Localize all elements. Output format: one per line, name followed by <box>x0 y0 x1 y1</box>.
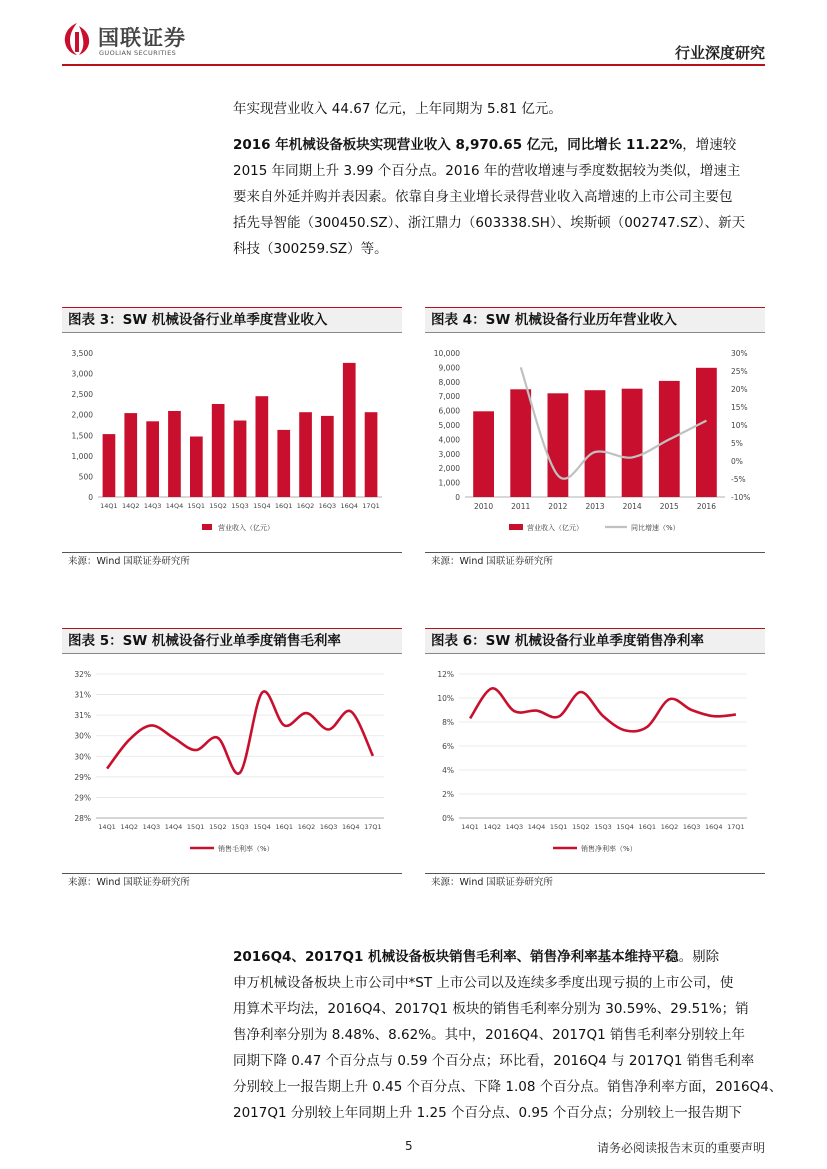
x-tick-label: 15Q4 <box>616 823 634 831</box>
legend-label: 销售净利率（%） <box>581 845 637 853</box>
y2-tick-label: 30% <box>731 349 748 358</box>
y-tick-label: 1,000 <box>71 451 93 461</box>
y-tick-label: 500 <box>78 472 93 482</box>
x-tick-label: 17Q1 <box>727 823 745 831</box>
bar <box>696 368 717 497</box>
y-tick-label: 28% <box>74 814 91 823</box>
y-tick-label: 29% <box>74 793 91 803</box>
logo-mark-icon <box>62 22 92 56</box>
text-line <box>233 944 765 970</box>
x-tick-label: 16Q1 <box>275 823 294 831</box>
logo-name: 国联证券 <box>98 26 186 50</box>
text-line: 同期下降 0.47 个百分点与 0.59 个百分点；环比看，2016Q4 与 2017Q1 销售毛利率 <box>233 1053 755 1069</box>
bar <box>234 421 247 498</box>
bar <box>124 413 137 497</box>
text-line: 2017Q1 分别较上年同期上升 1.25 个百分点、0.95 个百分点；分别较上一报告期下 <box>233 1105 742 1121</box>
logo-english-name: GUOLIAN SECURITIES <box>99 49 177 57</box>
page-number: 5 <box>405 1139 413 1153</box>
y2-tick-label: -10% <box>731 493 751 502</box>
text-line: 科技（300259.SZ）等。 <box>233 241 388 257</box>
bar <box>343 363 356 497</box>
annual-revenue-chart <box>425 337 765 555</box>
x-tick-label: 16Q4 <box>340 502 358 510</box>
y-tick-label: 0 <box>88 493 93 502</box>
x-tick-label: 2013 <box>585 502 605 511</box>
text-line: 用算术平均法，2016Q4、2017Q1 板块的销售毛利率分别为 30.59%、29.51%；销 <box>233 1001 749 1017</box>
y-tick-label: 0% <box>442 814 454 823</box>
x-tick-label: 14Q3 <box>143 502 162 510</box>
margin-paragraph <box>233 944 783 1126</box>
x-tick-label: 15Q2 <box>209 502 227 510</box>
x-tick-label: 14Q1 <box>461 823 479 831</box>
net-margin-chart <box>425 658 765 876</box>
y-tick-label: 2% <box>442 790 454 799</box>
x-tick-label: 2012 <box>548 502 568 511</box>
y-tick-label: 2,000 <box>438 464 460 474</box>
bar <box>146 421 159 497</box>
x-tick-label: 15Q3 <box>594 823 612 831</box>
x-tick-label: 16Q2 <box>660 823 679 831</box>
header-divider <box>62 64 765 66</box>
x-tick-label: 14Q2 <box>483 823 501 831</box>
y2-tick-label: 10% <box>731 421 748 430</box>
y-tick-label: 3,500 <box>71 349 93 358</box>
y2-tick-label: 15% <box>731 403 748 412</box>
figure-title: 图表 5：SW 机械设备行业单季度销售毛利率 <box>62 628 402 654</box>
x-tick-label: 14Q1 <box>98 823 116 831</box>
x-tick-label: 14Q1 <box>100 502 118 510</box>
bar <box>256 396 269 497</box>
bar <box>168 411 181 497</box>
legend-swatch <box>202 524 212 530</box>
legend-label: 营业收入（亿元） <box>527 524 583 532</box>
text-line: 2015 年同期上升 3.99 个百分点。2016 年的营收增速与季度数据较为类似，增速主 <box>233 163 741 179</box>
bar <box>473 411 494 497</box>
x-tick-label: 16Q4 <box>705 823 723 831</box>
y-tick-label: 4% <box>442 766 454 775</box>
y-tick-label: 5,000 <box>438 421 460 430</box>
x-tick-label: 15Q2 <box>572 823 590 831</box>
x-tick-label: 2011 <box>511 502 531 511</box>
y2-tick-label: 25% <box>731 367 748 376</box>
y2-tick-label: 20% <box>731 385 748 394</box>
text-line: 售净利率分别为 8.48%、8.62%。其中，2016Q4、2017Q1 销售毛利率分别较上年 <box>233 1027 745 1043</box>
y-tick-label: 1,500 <box>71 431 93 441</box>
x-tick-label: 15Q1 <box>549 823 568 831</box>
legend-swatch <box>509 524 523 530</box>
figure-title: 图表 4：SW 机械设备行业历年营业收入 <box>425 307 765 333</box>
y2-tick-label: 5% <box>731 439 743 448</box>
x-tick-label: 16Q4 <box>342 823 360 831</box>
y-tick-label: 10,000 <box>433 349 460 358</box>
y-tick-label: 8% <box>442 718 454 727</box>
figure-6 <box>425 628 765 894</box>
revenue-paragraph <box>233 132 765 262</box>
y-tick-label: 2,000 <box>71 410 93 420</box>
y-tick-label: 30% <box>74 752 91 762</box>
text-line <box>233 132 765 158</box>
text-line: 申万机械设备板块上市公司中*ST 上市公司以及连续多季度出现亏损的上市公司，使 <box>233 975 734 991</box>
x-tick-label: 14Q2 <box>122 502 140 510</box>
series-line <box>107 691 373 773</box>
y-tick-label: 0 <box>455 493 460 502</box>
bar <box>585 390 606 497</box>
y-tick-label: 3,000 <box>438 449 460 459</box>
series-line <box>470 688 736 731</box>
quarterly-revenue-chart <box>62 337 402 555</box>
y-tick-label: 10% <box>437 694 454 703</box>
legend-label: 同比增速（%） <box>631 524 680 532</box>
text-fragment: ，增速较 <box>682 137 737 153</box>
x-tick-label: 17Q1 <box>362 502 380 510</box>
paragraph-lead: 2016Q4、2017Q1 机械设备板块销售毛利率、销售净利率基本维持平稳 <box>233 949 679 965</box>
company-logo <box>62 20 222 60</box>
y-tick-label: 6,000 <box>438 406 460 416</box>
figure-title: 图表 3：SW 机械设备行业单季度营业收入 <box>62 307 402 333</box>
figure-source: 来源：Wind 国联证券研究所 <box>425 873 765 892</box>
y-tick-label: 2,500 <box>71 390 93 400</box>
x-tick-label: 15Q1 <box>186 823 205 831</box>
figure-source: 来源：Wind 国联证券研究所 <box>62 552 402 571</box>
text-line: 要来自外延并购并表因素。依靠自身主业增长录得营业收入高增速的上市公司主要包 <box>233 189 733 205</box>
paragraph-lead: 2016 年机械设备板块实现营业收入 8,970.65 亿元，同比增长 11.22% <box>233 137 683 153</box>
y-tick-label: 1,000 <box>438 478 460 488</box>
x-tick-label: 16Q3 <box>682 823 701 831</box>
x-tick-label: 15Q2 <box>209 823 227 831</box>
document-type: 行业深度研究 <box>674 44 765 62</box>
y2-tick-label: 0% <box>731 457 743 466</box>
bar <box>510 389 531 497</box>
bar <box>212 404 225 497</box>
bar <box>299 412 312 497</box>
x-tick-label: 16Q1 <box>274 502 293 510</box>
x-tick-label: 14Q3 <box>505 823 524 831</box>
y-tick-label: 6% <box>442 742 454 751</box>
x-tick-label: 14Q4 <box>164 823 183 831</box>
x-tick-label: 17Q1 <box>364 823 382 831</box>
x-tick-label: 2010 <box>474 502 494 511</box>
figure-title: 图表 6：SW 机械设备行业单季度销售净利率 <box>425 628 765 654</box>
y-tick-label: 9,000 <box>438 363 460 373</box>
text-line: 括先导智能（300450.SZ）、浙江鼎力（603338.SH）、埃斯顿（002747.SZ）、新天 <box>233 215 746 231</box>
gross-margin-chart <box>62 658 402 876</box>
legend-label: 销售毛利率（%） <box>218 845 274 853</box>
x-tick-label: 14Q4 <box>165 502 184 510</box>
y-tick-label: 29% <box>74 772 91 782</box>
figure-3 <box>62 307 402 573</box>
bar <box>190 437 203 498</box>
page-header <box>0 0 827 66</box>
y-tick-label: 31% <box>74 690 91 700</box>
y-tick-label: 12% <box>437 670 454 679</box>
x-tick-label: 16Q2 <box>297 823 316 831</box>
x-tick-label: 15Q3 <box>231 502 249 510</box>
x-tick-label: 15Q1 <box>187 502 206 510</box>
y-tick-label: 32% <box>74 670 91 679</box>
figure-5 <box>62 628 402 894</box>
x-tick-label: 14Q2 <box>120 823 138 831</box>
y2-tick-label: -5% <box>731 475 746 484</box>
bar <box>622 389 643 497</box>
x-tick-label: 2014 <box>622 502 642 511</box>
x-tick-label: 15Q4 <box>253 502 271 510</box>
bar <box>321 416 334 497</box>
legend-label: 营业收入（亿元） <box>218 524 274 532</box>
intro-paragraph <box>233 96 765 122</box>
x-tick-label: 16Q1 <box>638 823 657 831</box>
y-tick-label: 3,000 <box>71 369 93 379</box>
x-tick-label: 14Q4 <box>527 823 546 831</box>
y-tick-label: 7,000 <box>438 392 460 402</box>
figure-source: 来源：Wind 国联证券研究所 <box>62 873 402 892</box>
y-tick-label: 31% <box>74 711 91 721</box>
x-tick-label: 2015 <box>659 502 679 511</box>
text-line: 年实现营业收入 44.67 亿元，上年同期为 5.81 亿元。 <box>233 101 562 117</box>
x-tick-label: 2016 <box>696 502 716 511</box>
bar <box>548 393 569 497</box>
figure-4 <box>425 307 765 573</box>
x-tick-label: 15Q3 <box>231 823 249 831</box>
x-tick-label: 16Q2 <box>296 502 315 510</box>
text-fragment: 。剔除 <box>678 949 720 965</box>
x-tick-label: 16Q3 <box>319 823 338 831</box>
text-line: 分别较上一报告期上升 0.45 个百分点、下降 1.08 个百分点。销售净利率方面，2016Q4、 <box>233 1079 783 1095</box>
x-tick-label: 15Q4 <box>253 823 271 831</box>
disclaimer-note: 请务必阅读报告末页的重要声明 <box>596 1141 765 1155</box>
figure-source: 来源：Wind 国联证券研究所 <box>425 552 765 571</box>
y-tick-label: 30% <box>74 731 91 741</box>
y-tick-label: 4,000 <box>438 435 460 445</box>
bar <box>365 412 378 497</box>
x-tick-label: 14Q3 <box>142 823 161 831</box>
bar <box>277 430 290 497</box>
bar <box>103 434 116 497</box>
x-tick-label: 16Q3 <box>318 502 337 510</box>
y-tick-label: 8,000 <box>438 377 460 387</box>
